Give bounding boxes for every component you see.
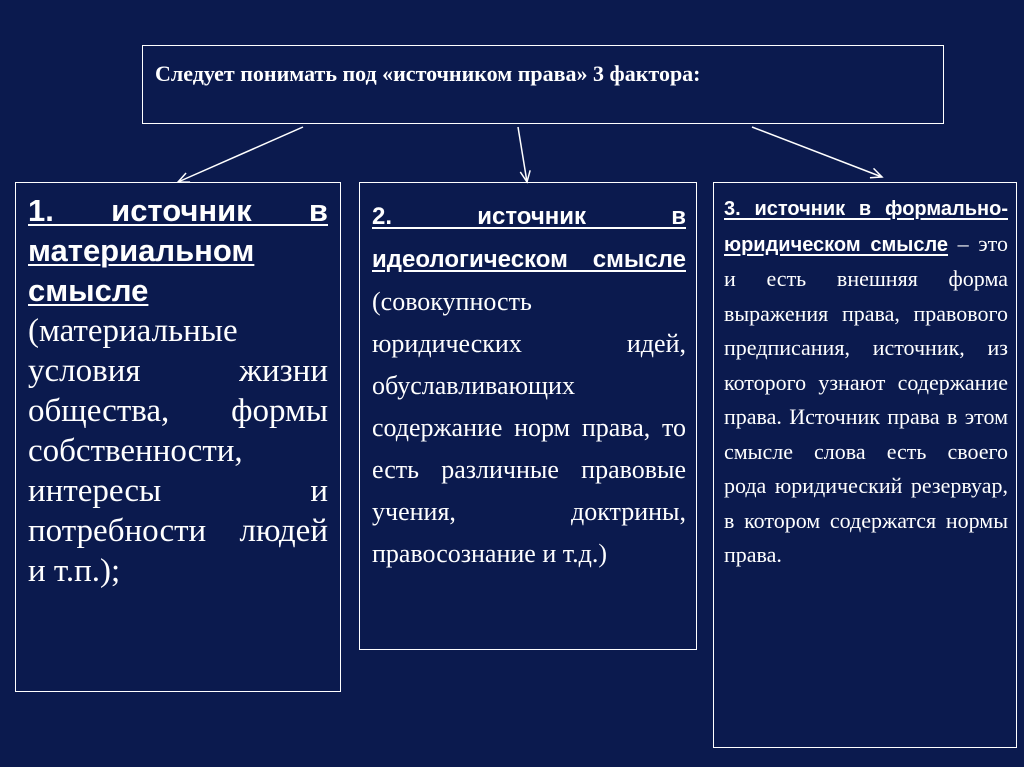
factor-title: 2. источник в идеологическом смысле — [372, 203, 686, 273]
factor-title: 3. источник в формально-юридическом смысле — [724, 198, 1008, 256]
factor-text — [724, 191, 1008, 573]
header-text: Следует понимать под «источником права» 3 фактора: — [155, 61, 701, 86]
factor-box-ideological — [359, 182, 697, 650]
factor-title: 1. источник в материальном смысле — [28, 193, 328, 308]
factor-description: (совокупность юридических идей, обуславливающих содержание норм права, то есть различные правовые учения, доктрины, правосознание и т.д.) — [372, 287, 686, 568]
factor-box-material — [15, 182, 341, 692]
arrow-to-factor-2 — [518, 127, 527, 182]
factor-description: (материальные условия жизни общества, формы собственности, интересы и потребности людей и т.п.); — [28, 313, 328, 589]
factor-box-formal-legal — [713, 182, 1017, 748]
arrow-to-factor-1 — [178, 127, 303, 182]
factor-text — [372, 195, 686, 575]
header-box — [142, 45, 944, 124]
factor-text — [28, 191, 328, 591]
factor-description: – это и есть внешняя форма выражения права, правового предписания, источник, из которого узнают содержание права. Источник права в этом смысле слова есть своего рода юридический резервуар, в котором содержатся нормы права. — [724, 230, 1008, 567]
arrow-to-factor-3 — [752, 127, 882, 177]
